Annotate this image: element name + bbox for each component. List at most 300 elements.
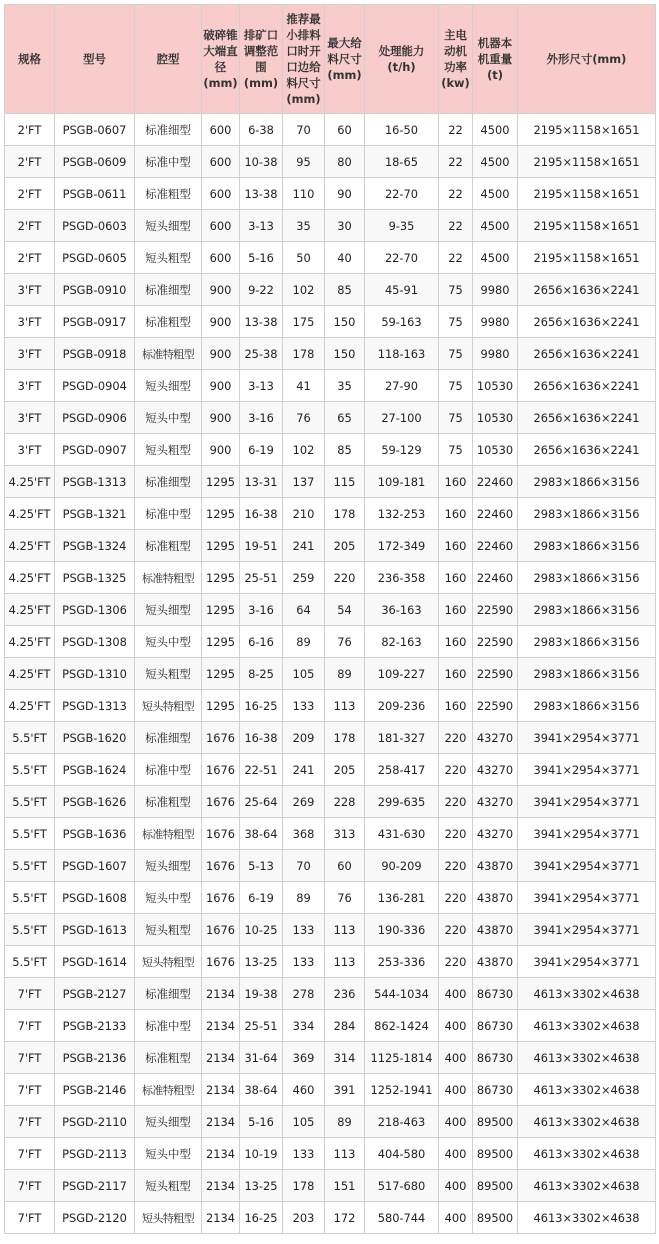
min-open-cell: 110	[283, 178, 325, 210]
min-open-cell: 203	[283, 1202, 325, 1234]
setting-range-cell: 31-64	[240, 1042, 283, 1074]
header-setting-range: 排矿口调整范围(mm)	[240, 5, 283, 114]
table-row	[5, 754, 656, 786]
cavity-cell: 短头粗型	[135, 658, 202, 690]
table-row	[5, 274, 656, 306]
table-row	[5, 1042, 656, 1074]
header-row	[5, 5, 656, 114]
dimensions-cell: 3941×2954×3771	[518, 786, 656, 818]
weight-cell: 89500	[473, 1138, 518, 1170]
capacity-cell: 517-680	[365, 1170, 439, 1202]
capacity-cell: 181-327	[365, 722, 439, 754]
model-cell: PSGD-0904	[55, 370, 135, 402]
spec-cell: 7'FT	[5, 978, 55, 1010]
spec-cell: 3'FT	[5, 402, 55, 434]
table-row	[5, 690, 656, 722]
cavity-cell: 标准细型	[135, 274, 202, 306]
cavity-cell: 短头中型	[135, 882, 202, 914]
capacity-cell: 9-35	[365, 210, 439, 242]
spec-cell: 7'FT	[5, 1010, 55, 1042]
cone-diameter-cell: 2134	[202, 1202, 240, 1234]
model-cell: PSGB-0607	[55, 114, 135, 146]
setting-range-cell: 10-25	[240, 914, 283, 946]
max-feed-cell: 284	[325, 1010, 365, 1042]
capacity-cell: 132-253	[365, 498, 439, 530]
max-feed-cell: 65	[325, 402, 365, 434]
weight-cell: 22590	[473, 594, 518, 626]
spec-cell: 2'FT	[5, 242, 55, 274]
motor-power-cell: 400	[439, 1074, 473, 1106]
cavity-cell: 标准特粗型	[135, 338, 202, 370]
capacity-cell: 22-70	[365, 242, 439, 274]
motor-power-cell: 220	[439, 722, 473, 754]
weight-cell: 89500	[473, 1170, 518, 1202]
cone-diameter-cell: 900	[202, 434, 240, 466]
cavity-cell: 标准中型	[135, 498, 202, 530]
cavity-cell: 短头细型	[135, 850, 202, 882]
table-row	[5, 1170, 656, 1202]
motor-power-cell: 220	[439, 786, 473, 818]
spec-cell: 7'FT	[5, 1042, 55, 1074]
spec-cell: 5.5'FT	[5, 818, 55, 850]
setting-range-cell: 5-16	[240, 1106, 283, 1138]
dimensions-cell: 2983×1866×3156	[518, 594, 656, 626]
cone-diameter-cell: 1295	[202, 658, 240, 690]
cavity-cell: 短头细型	[135, 210, 202, 242]
cavity-cell: 标准中型	[135, 146, 202, 178]
dimensions-cell: 4613×3302×4638	[518, 1010, 656, 1042]
spec-cell: 7'FT	[5, 1138, 55, 1170]
cavity-cell: 短头中型	[135, 402, 202, 434]
table-row	[5, 562, 656, 594]
model-cell: PSGD-0907	[55, 434, 135, 466]
spec-cell: 4.25'FT	[5, 562, 55, 594]
max-feed-cell: 314	[325, 1042, 365, 1074]
cone-diameter-cell: 2134	[202, 1138, 240, 1170]
setting-range-cell: 38-64	[240, 1074, 283, 1106]
dimensions-cell: 2983×1866×3156	[518, 466, 656, 498]
motor-power-cell: 22	[439, 242, 473, 274]
weight-cell: 43870	[473, 850, 518, 882]
max-feed-cell: 85	[325, 274, 365, 306]
setting-range-cell: 25-38	[240, 338, 283, 370]
max-feed-cell: 150	[325, 306, 365, 338]
spec-cell: 7'FT	[5, 1170, 55, 1202]
setting-range-cell: 16-25	[240, 690, 283, 722]
min-open-cell: 133	[283, 1138, 325, 1170]
setting-range-cell: 3-16	[240, 594, 283, 626]
dimensions-cell: 2656×1636×2241	[518, 274, 656, 306]
dimensions-cell: 2656×1636×2241	[518, 370, 656, 402]
capacity-cell: 59-163	[365, 306, 439, 338]
weight-cell: 43270	[473, 754, 518, 786]
table-row	[5, 658, 656, 690]
spec-cell: 5.5'FT	[5, 786, 55, 818]
model-cell: PSGB-0609	[55, 146, 135, 178]
capacity-cell: 36-163	[365, 594, 439, 626]
model-cell: PSGB-1636	[55, 818, 135, 850]
weight-cell: 22590	[473, 626, 518, 658]
motor-power-cell: 160	[439, 594, 473, 626]
max-feed-cell: 205	[325, 754, 365, 786]
spec-cell: 2'FT	[5, 114, 55, 146]
table-row	[5, 338, 656, 370]
setting-range-cell: 25-64	[240, 786, 283, 818]
min-open-cell: 368	[283, 818, 325, 850]
max-feed-cell: 113	[325, 1138, 365, 1170]
setting-range-cell: 8-25	[240, 658, 283, 690]
max-feed-cell: 113	[325, 946, 365, 978]
table-row	[5, 882, 656, 914]
max-feed-cell: 80	[325, 146, 365, 178]
spec-cell: 5.5'FT	[5, 850, 55, 882]
capacity-cell: 580-744	[365, 1202, 439, 1234]
dimensions-cell: 2195×1158×1651	[518, 210, 656, 242]
cavity-cell: 标准特粗型	[135, 1074, 202, 1106]
motor-power-cell: 75	[439, 434, 473, 466]
dimensions-cell: 2195×1158×1651	[518, 178, 656, 210]
capacity-cell: 431-630	[365, 818, 439, 850]
cone-diameter-cell: 2134	[202, 978, 240, 1010]
cone-diameter-cell: 1295	[202, 498, 240, 530]
table-row	[5, 1106, 656, 1138]
min-open-cell: 64	[283, 594, 325, 626]
cavity-cell: 短头特粗型	[135, 690, 202, 722]
capacity-cell: 59-129	[365, 434, 439, 466]
min-open-cell: 76	[283, 402, 325, 434]
cone-diameter-cell: 1676	[202, 818, 240, 850]
weight-cell: 4500	[473, 146, 518, 178]
setting-range-cell: 6-38	[240, 114, 283, 146]
cavity-cell: 标准特粗型	[135, 562, 202, 594]
dimensions-cell: 2656×1636×2241	[518, 402, 656, 434]
table-row	[5, 786, 656, 818]
model-cell: PSGD-2110	[55, 1106, 135, 1138]
motor-power-cell: 22	[439, 146, 473, 178]
min-open-cell: 269	[283, 786, 325, 818]
min-open-cell: 178	[283, 338, 325, 370]
motor-power-cell: 220	[439, 850, 473, 882]
weight-cell: 86730	[473, 1010, 518, 1042]
cone-diameter-cell: 2134	[202, 1106, 240, 1138]
max-feed-cell: 60	[325, 850, 365, 882]
spec-cell: 3'FT	[5, 306, 55, 338]
motor-power-cell: 160	[439, 626, 473, 658]
cone-diameter-cell: 1676	[202, 754, 240, 786]
model-cell: PSGD-1313	[55, 690, 135, 722]
cone-diameter-cell: 2134	[202, 1074, 240, 1106]
cone-diameter-cell: 1676	[202, 786, 240, 818]
capacity-cell: 109-227	[365, 658, 439, 690]
table-row	[5, 978, 656, 1010]
capacity-cell: 218-463	[365, 1106, 439, 1138]
spec-cell: 5.5'FT	[5, 722, 55, 754]
cone-diameter-cell: 1295	[202, 466, 240, 498]
spec-cell: 4.25'FT	[5, 690, 55, 722]
setting-range-cell: 6-16	[240, 626, 283, 658]
dimensions-cell: 2983×1866×3156	[518, 530, 656, 562]
weight-cell: 86730	[473, 1042, 518, 1074]
motor-power-cell: 75	[439, 274, 473, 306]
spec-cell: 2'FT	[5, 210, 55, 242]
motor-power-cell: 220	[439, 914, 473, 946]
spec-cell: 3'FT	[5, 434, 55, 466]
weight-cell: 43870	[473, 914, 518, 946]
motor-power-cell: 22	[439, 178, 473, 210]
spec-cell: 2'FT	[5, 146, 55, 178]
capacity-cell: 299-635	[365, 786, 439, 818]
model-cell: PSGB-0918	[55, 338, 135, 370]
cavity-cell: 短头特粗型	[135, 946, 202, 978]
model-cell: PSGD-1607	[55, 850, 135, 882]
capacity-cell: 258-417	[365, 754, 439, 786]
setting-range-cell: 19-51	[240, 530, 283, 562]
max-feed-cell: 236	[325, 978, 365, 1010]
weight-cell: 43870	[473, 882, 518, 914]
table-row	[5, 530, 656, 562]
cone-diameter-cell: 900	[202, 338, 240, 370]
cone-diameter-cell: 1295	[202, 562, 240, 594]
model-cell: PSGB-0611	[55, 178, 135, 210]
cavity-cell: 短头粗型	[135, 914, 202, 946]
max-feed-cell: 60	[325, 114, 365, 146]
setting-range-cell: 6-19	[240, 434, 283, 466]
weight-cell: 22590	[473, 658, 518, 690]
capacity-cell: 1252-1941	[365, 1074, 439, 1106]
weight-cell: 43270	[473, 786, 518, 818]
weight-cell: 89500	[473, 1106, 518, 1138]
cavity-cell: 标准细型	[135, 114, 202, 146]
motor-power-cell: 400	[439, 1138, 473, 1170]
min-open-cell: 89	[283, 882, 325, 914]
max-feed-cell: 178	[325, 722, 365, 754]
max-feed-cell: 151	[325, 1170, 365, 1202]
weight-cell: 4500	[473, 114, 518, 146]
cone-diameter-cell: 900	[202, 306, 240, 338]
cavity-cell: 标准粗型	[135, 178, 202, 210]
weight-cell: 9980	[473, 338, 518, 370]
max-feed-cell: 150	[325, 338, 365, 370]
setting-range-cell: 3-13	[240, 370, 283, 402]
header-min-open-side-feed: 推荐最小排料口时开口边给料尺寸(mm)	[283, 5, 325, 114]
cone-diameter-cell: 600	[202, 178, 240, 210]
dimensions-cell: 2195×1158×1651	[518, 114, 656, 146]
header-cavity: 腔型	[135, 5, 202, 114]
capacity-cell: 27-100	[365, 402, 439, 434]
motor-power-cell: 220	[439, 754, 473, 786]
model-cell: PSGD-1614	[55, 946, 135, 978]
setting-range-cell: 13-25	[240, 946, 283, 978]
weight-cell: 86730	[473, 1074, 518, 1106]
table-row	[5, 306, 656, 338]
min-open-cell: 460	[283, 1074, 325, 1106]
capacity-cell: 16-50	[365, 114, 439, 146]
capacity-cell: 172-349	[365, 530, 439, 562]
setting-range-cell: 3-16	[240, 402, 283, 434]
max-feed-cell: 89	[325, 1106, 365, 1138]
capacity-cell: 544-1034	[365, 978, 439, 1010]
min-open-cell: 89	[283, 626, 325, 658]
min-open-cell: 210	[283, 498, 325, 530]
model-cell: PSGB-2136	[55, 1042, 135, 1074]
motor-power-cell: 160	[439, 466, 473, 498]
max-feed-cell: 76	[325, 626, 365, 658]
dimensions-cell: 2656×1636×2241	[518, 338, 656, 370]
cone-diameter-cell: 600	[202, 114, 240, 146]
spec-cell: 3'FT	[5, 370, 55, 402]
model-cell: PSGB-2127	[55, 978, 135, 1010]
capacity-cell: 22-70	[365, 178, 439, 210]
dimensions-cell: 4613×3302×4638	[518, 978, 656, 1010]
dimensions-cell: 2195×1158×1651	[518, 146, 656, 178]
dimensions-cell: 4613×3302×4638	[518, 1042, 656, 1074]
cavity-cell: 短头细型	[135, 370, 202, 402]
weight-cell: 4500	[473, 210, 518, 242]
spec-cell: 7'FT	[5, 1202, 55, 1234]
model-cell: PSGD-0603	[55, 210, 135, 242]
header-spec: 规格	[5, 5, 55, 114]
max-feed-cell: 76	[325, 882, 365, 914]
motor-power-cell: 160	[439, 530, 473, 562]
motor-power-cell: 160	[439, 498, 473, 530]
spec-cell: 4.25'FT	[5, 658, 55, 690]
motor-power-cell: 160	[439, 658, 473, 690]
max-feed-cell: 89	[325, 658, 365, 690]
model-cell: PSGD-1613	[55, 914, 135, 946]
min-open-cell: 102	[283, 274, 325, 306]
table-row	[5, 1010, 656, 1042]
cone-diameter-cell: 1295	[202, 530, 240, 562]
table-row	[5, 242, 656, 274]
setting-range-cell: 38-64	[240, 818, 283, 850]
weight-cell: 10530	[473, 370, 518, 402]
max-feed-cell: 220	[325, 562, 365, 594]
model-cell: PSGD-1310	[55, 658, 135, 690]
spec-table-container	[4, 4, 656, 1234]
dimensions-cell: 3941×2954×3771	[518, 946, 656, 978]
cone-diameter-cell: 1676	[202, 850, 240, 882]
cone-diameter-cell: 2134	[202, 1042, 240, 1074]
spec-cell: 5.5'FT	[5, 946, 55, 978]
capacity-cell: 90-209	[365, 850, 439, 882]
min-open-cell: 102	[283, 434, 325, 466]
weight-cell: 43270	[473, 818, 518, 850]
dimensions-cell: 3941×2954×3771	[518, 850, 656, 882]
min-open-cell: 259	[283, 562, 325, 594]
capacity-cell: 190-336	[365, 914, 439, 946]
dimensions-cell: 2983×1866×3156	[518, 658, 656, 690]
min-open-cell: 50	[283, 242, 325, 274]
table-row	[5, 1074, 656, 1106]
setting-range-cell: 10-19	[240, 1138, 283, 1170]
header-model: 型号	[55, 5, 135, 114]
capacity-cell: 118-163	[365, 338, 439, 370]
model-cell: PSGD-0906	[55, 402, 135, 434]
max-feed-cell: 54	[325, 594, 365, 626]
capacity-cell: 862-1424	[365, 1010, 439, 1042]
cone-diameter-cell: 600	[202, 242, 240, 274]
min-open-cell: 241	[283, 754, 325, 786]
capacity-cell: 209-236	[365, 690, 439, 722]
setting-range-cell: 13-38	[240, 178, 283, 210]
motor-power-cell: 400	[439, 1106, 473, 1138]
header-capacity: 处理能力(t/h)	[365, 5, 439, 114]
model-cell: PSGB-1321	[55, 498, 135, 530]
dimensions-cell: 4613×3302×4638	[518, 1074, 656, 1106]
motor-power-cell: 220	[439, 946, 473, 978]
table-row	[5, 434, 656, 466]
spec-cell: 7'FT	[5, 1106, 55, 1138]
min-open-cell: 70	[283, 850, 325, 882]
min-open-cell: 334	[283, 1010, 325, 1042]
setting-range-cell: 6-19	[240, 882, 283, 914]
dimensions-cell: 2656×1636×2241	[518, 434, 656, 466]
cone-diameter-cell: 2134	[202, 1010, 240, 1042]
model-cell: PSGB-0917	[55, 306, 135, 338]
weight-cell: 43870	[473, 946, 518, 978]
dimensions-cell: 3941×2954×3771	[518, 914, 656, 946]
table-row	[5, 1138, 656, 1170]
spec-cell: 4.25'FT	[5, 466, 55, 498]
dimensions-cell: 2195×1158×1651	[518, 242, 656, 274]
cavity-cell: 标准细型	[135, 978, 202, 1010]
max-feed-cell: 90	[325, 178, 365, 210]
table-row	[5, 114, 656, 146]
spec-cell: 4.25'FT	[5, 498, 55, 530]
weight-cell: 22460	[473, 530, 518, 562]
min-open-cell: 209	[283, 722, 325, 754]
motor-power-cell: 400	[439, 1170, 473, 1202]
weight-cell: 10530	[473, 402, 518, 434]
min-open-cell: 41	[283, 370, 325, 402]
setting-range-cell: 9-22	[240, 274, 283, 306]
min-open-cell: 278	[283, 978, 325, 1010]
cavity-cell: 短头细型	[135, 1106, 202, 1138]
cone-crusher-spec-table	[4, 4, 656, 1234]
spec-cell: 7'FT	[5, 1074, 55, 1106]
weight-cell: 9980	[473, 306, 518, 338]
model-cell: PSGB-1626	[55, 786, 135, 818]
model-cell: PSGB-1313	[55, 466, 135, 498]
model-cell: PSGB-1324	[55, 530, 135, 562]
model-cell: PSGD-2120	[55, 1202, 135, 1234]
cavity-cell: 短头中型	[135, 626, 202, 658]
cone-diameter-cell: 600	[202, 210, 240, 242]
spec-cell: 3'FT	[5, 338, 55, 370]
spec-cell: 3'FT	[5, 274, 55, 306]
capacity-cell: 236-358	[365, 562, 439, 594]
model-cell: PSGB-1325	[55, 562, 135, 594]
motor-power-cell: 75	[439, 402, 473, 434]
table-row	[5, 850, 656, 882]
setting-range-cell: 13-38	[240, 306, 283, 338]
min-open-cell: 175	[283, 306, 325, 338]
max-feed-cell: 205	[325, 530, 365, 562]
capacity-cell: 109-181	[365, 466, 439, 498]
dimensions-cell: 3941×2954×3771	[518, 722, 656, 754]
cone-diameter-cell: 900	[202, 402, 240, 434]
cone-diameter-cell: 2134	[202, 1170, 240, 1202]
max-feed-cell: 313	[325, 818, 365, 850]
cone-diameter-cell: 1295	[202, 594, 240, 626]
cone-diameter-cell: 600	[202, 146, 240, 178]
cone-diameter-cell: 1676	[202, 722, 240, 754]
dimensions-cell: 4613×3302×4638	[518, 1106, 656, 1138]
model-cell: PSGD-2113	[55, 1138, 135, 1170]
table-row	[5, 914, 656, 946]
motor-power-cell: 400	[439, 1042, 473, 1074]
weight-cell: 4500	[473, 242, 518, 274]
